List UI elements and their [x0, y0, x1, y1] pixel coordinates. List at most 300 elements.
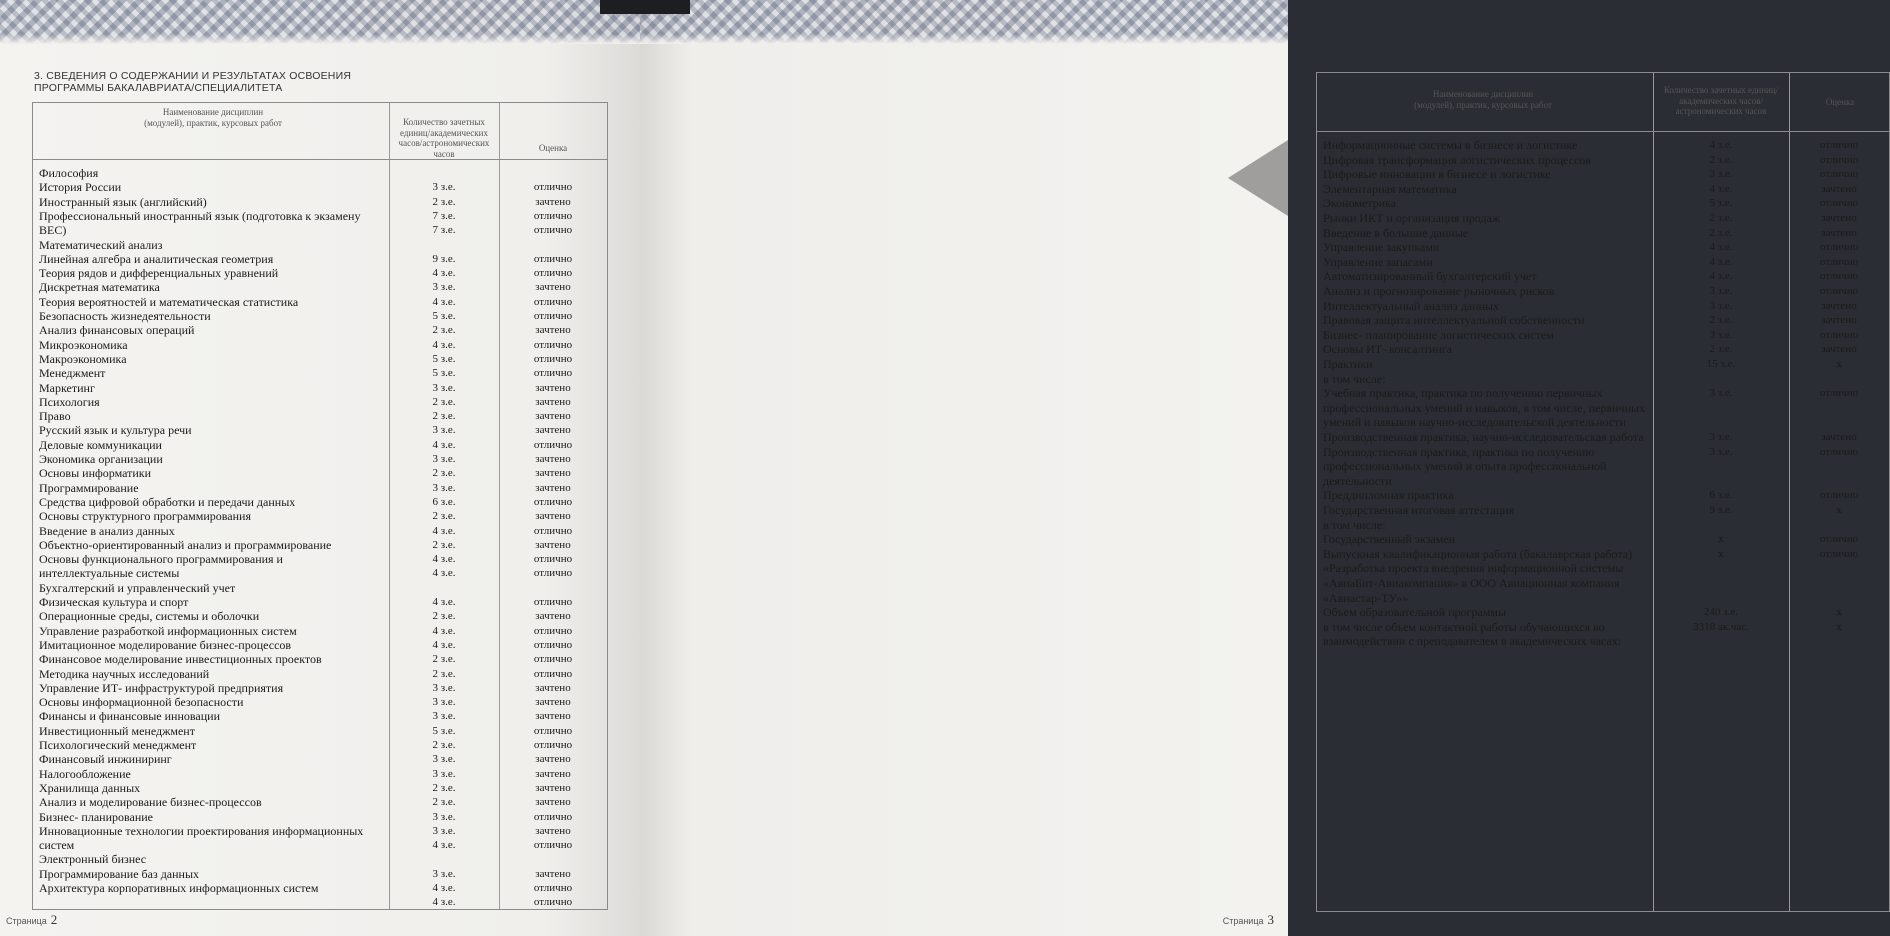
credits-value: 4 з.е.: [1709, 182, 1733, 195]
credits-value: 5 з.е.: [432, 310, 456, 322]
discipline-name: Интеллектуальный анализ данных: [1323, 298, 1500, 313]
discipline-name: Управление ИТ- инфраструктурой предприятия: [39, 680, 284, 695]
table-row: [1317, 504, 1889, 519]
table-row: [33, 424, 607, 438]
table-row: [33, 725, 607, 739]
discipline-name: взаимодействии с преподавателем в академических часах:: [1323, 634, 1622, 649]
grade-value: отлично: [533, 295, 573, 308]
discipline-name: Психологический менеджмент: [39, 738, 197, 752]
credits-value: 4 з.е.: [432, 596, 456, 608]
table-row: [33, 710, 607, 724]
section-title: 3. СВЕДЕНИЯ О СОДЕРЖАНИИ И РЕЗУЛЬТАТАХ ОСВОЕНИЯ ПРОГРАММЫ БАКАЛАВРИАТА/СПЕЦИАЛИТЕТА: [34, 70, 352, 94]
credits-value: 3 з.е.: [1709, 299, 1733, 312]
grade-value: отлично: [1819, 547, 1859, 560]
grade-value: зачтено: [535, 824, 571, 837]
table-row: [33, 324, 607, 338]
table-row: [1317, 562, 1889, 577]
credits-value: 6 з.е.: [1709, 489, 1733, 502]
table-row: [1317, 416, 1889, 431]
spine: [600, 0, 690, 14]
table-row: [1317, 446, 1889, 461]
credits-value: 4 з.е.: [432, 267, 456, 280]
grade-value: зачтено: [535, 481, 571, 494]
discipline-name: Преддипломная практика: [1323, 488, 1454, 503]
grade-value: отлично: [1819, 168, 1859, 181]
credits-value: 15 з.е.: [1706, 358, 1736, 370]
discipline-name: Финансовое моделирование инвестиционных проектов: [39, 652, 322, 667]
grade-value: x: [1836, 620, 1842, 633]
table-row: [1317, 577, 1889, 592]
table-row: [1317, 329, 1889, 344]
grade-value: отлично: [533, 810, 573, 823]
table-row: [1317, 212, 1889, 227]
discipline-name: Основы структурного программирования: [39, 509, 251, 524]
table-row: [33, 181, 607, 195]
grade-value: зачтено: [535, 681, 571, 694]
page-footer-right: [1223, 912, 1274, 928]
discipline-name: История России: [39, 180, 122, 195]
credits-value: 2 з.е.: [432, 467, 456, 480]
grade-value: отлично: [533, 596, 573, 608]
table-row: [33, 410, 607, 424]
header-hours: Количество зачетных единиц/академических часов/астрономических часов: [398, 117, 490, 159]
credits-value: 3 з.е.: [1709, 168, 1733, 181]
credits-value: 4 з.е.: [1709, 255, 1733, 268]
grade-value: зачтено: [1821, 212, 1857, 224]
credits-value: 2 з.е.: [1709, 314, 1733, 327]
discipline-name: Объем образовательной программы: [1323, 605, 1507, 620]
discipline-name: профессиональных умений и навыков, в том числе, первичных: [1323, 400, 1646, 415]
grade-value: отлично: [533, 739, 573, 751]
grade-value: зачтено: [535, 781, 571, 794]
credits-value: 2 з.е.: [1709, 226, 1733, 239]
grade-value: зачтено: [1821, 182, 1857, 195]
credits-value: 4 з.е.: [432, 438, 456, 451]
discipline-name: Теория рядов и дифференциальных уравнений: [39, 266, 279, 281]
discipline-name: Производственная практика, научно-исследовательская работа: [1323, 430, 1644, 444]
table-row: [1317, 460, 1889, 475]
grade-value: отлично: [1819, 387, 1859, 400]
table-row: [33, 582, 607, 596]
table-row: [33, 782, 607, 796]
table-row: [33, 653, 607, 667]
credits-value: 4 з.е.: [432, 839, 456, 852]
table-row: [1317, 270, 1889, 285]
discipline-name: Операционные среды, системы и оболочки: [39, 609, 260, 624]
grade-value: зачтено: [535, 281, 571, 294]
table-row: [33, 367, 607, 381]
table-row: [33, 310, 607, 324]
grade-value: отлично: [533, 839, 573, 852]
grade-value: отлично: [533, 724, 573, 737]
discipline-name: Теория вероятностей и математическая статистика: [39, 294, 299, 309]
table-row: [33, 839, 607, 853]
grade-value: зачтено: [535, 796, 571, 809]
credits-value: 2 з.е.: [432, 781, 456, 794]
grades-table-right: [1316, 72, 1890, 912]
table-row: [1317, 533, 1889, 548]
discipline-name: в том числе объем контактной работы обучающихся во: [1323, 619, 1605, 634]
table-row: [1317, 358, 1889, 373]
discipline-name: Основы информатики: [39, 466, 152, 481]
discipline-name: Информационные системы в бизнесе и логистике: [1323, 138, 1578, 152]
table-row: [1317, 154, 1889, 169]
discipline-name: Производственная практика, практика по получению: [1323, 444, 1595, 459]
credits-value: 2 з.е.: [432, 739, 456, 751]
table-row: [1317, 227, 1889, 242]
table-row: [1317, 475, 1889, 490]
table-row: [33, 753, 607, 767]
credits-value: 3 з.е.: [432, 753, 456, 766]
credits-value: 3 з.е.: [432, 824, 456, 837]
table-row: [33, 596, 607, 610]
grade-value: зачтено: [535, 610, 571, 623]
table-row: [33, 239, 607, 253]
header-grade: Оценка: [1825, 97, 1855, 107]
table-row: [1317, 621, 1889, 636]
credits-value: 3 з.е.: [432, 481, 456, 494]
discipline-name: Введение в анализ данных: [39, 523, 175, 538]
page-number: 3: [1267, 912, 1274, 927]
discipline-name: Цифровые инновации в бизнесе и логистике: [1323, 167, 1551, 182]
discipline-name: умений и навыков научно-исследовательской деятельности: [1323, 415, 1626, 430]
table-row: [33, 610, 607, 624]
grade-value: отлично: [533, 352, 573, 365]
discipline-name: Объектно-ориентированный анализ и программирование: [39, 537, 332, 552]
table-row: [33, 853, 607, 867]
credits-value: 4 з.е.: [1709, 270, 1733, 283]
table-row: [1317, 548, 1889, 563]
table-row: [1317, 300, 1889, 315]
credits-value: 2 з.е.: [432, 796, 456, 809]
table-row: [33, 510, 607, 524]
discipline-name: Анализ и моделирование бизнес-процессов: [39, 795, 262, 810]
table-row: [1317, 373, 1889, 388]
grade-value: x: [1836, 606, 1842, 619]
discipline-name: Математический анализ: [39, 237, 163, 252]
credits-value: 4 з.е.: [432, 882, 456, 894]
grade-value: отлично: [1819, 489, 1859, 502]
table-row: [33, 553, 607, 567]
credits-value: x: [1718, 547, 1724, 560]
discipline-name: Программирование: [39, 480, 139, 495]
discipline-name: профессиональных умений и опыта профессиональной: [1323, 459, 1607, 474]
left-page: [0, 0, 640, 936]
grade-value: x: [1836, 504, 1842, 516]
grade-value: зачтено: [535, 467, 571, 480]
table-row: [33, 739, 607, 753]
grade-value: зачтено: [535, 710, 571, 723]
table-row: [33, 567, 607, 581]
table-row: [33, 525, 607, 539]
discipline-name: Цифровая трансформация логистических процессов: [1323, 152, 1591, 167]
table-row: [33, 811, 607, 825]
discipline-name: Анализ и прогнозирование рыночных рисков: [1323, 284, 1555, 298]
grade-value: отлично: [533, 438, 573, 451]
grade-value: зачтено: [1821, 299, 1857, 312]
table-row: [33, 639, 607, 653]
decorative-band: [640, 0, 1288, 44]
grades-table-left: [32, 102, 608, 910]
page-number: 2: [50, 912, 58, 927]
grade-value: зачтено: [535, 410, 571, 423]
table-row: [33, 281, 607, 295]
discipline-name: Основы функционального программирования и: [39, 552, 283, 567]
discipline-name: Программирование баз данных: [39, 866, 200, 881]
discipline-name: Экономика организации: [39, 452, 163, 466]
table-row: [33, 267, 607, 281]
credits-value: 2 з.е.: [432, 395, 456, 408]
credits-value: 3 з.е.: [432, 696, 456, 709]
grade-value: зачтено: [535, 424, 571, 437]
credits-value: 4 з.е.: [432, 624, 456, 637]
discipline-name: Инновационные технологии проектирования информационных: [39, 823, 364, 838]
table-row: [1317, 387, 1889, 402]
discipline-name: Средства цифровой обработки и передачи данных: [39, 494, 296, 509]
credits-value: 5 з.е.: [432, 367, 456, 380]
grade-value: зачтено: [535, 767, 571, 780]
discipline-name: Хранилища данных: [39, 780, 141, 795]
header-hours: Количество зачетных единиц/академических часов/астрономических часов: [1663, 85, 1779, 116]
discipline-name: Введение в большие данные: [1323, 225, 1469, 240]
credits-value: 9 з.е.: [432, 252, 456, 265]
discipline-name: Архитектура корпоративных информационных систем: [39, 881, 319, 895]
grade-value: отлично: [533, 896, 573, 909]
grade-value: отлично: [1819, 285, 1859, 297]
grade-value: отлично: [533, 653, 573, 666]
credits-value: 3 з.е.: [1709, 285, 1733, 297]
grade-value: зачтено: [535, 195, 571, 208]
discipline-name: Анализ финансовых операций: [39, 323, 195, 338]
discipline-name: Учебная практика, практика по получению первичных: [1323, 386, 1603, 401]
table-row: [33, 668, 607, 682]
header-grade: Оценка: [538, 143, 568, 153]
credits-value: 3 з.е.: [432, 453, 456, 465]
discipline-name: «Разработка проекта внедрения информационной системы: [1323, 561, 1624, 576]
credits-value: 3 з.е.: [1709, 328, 1733, 341]
discipline-name: Автоматизированный бухгалтерский учет: [1323, 269, 1537, 284]
grade-value: отлично: [1819, 197, 1859, 210]
discipline-name: Маркетинг: [39, 380, 95, 395]
discipline-name: деятельности: [1323, 473, 1392, 488]
credits-value: 2 з.е.: [432, 324, 456, 337]
table-row: [33, 253, 607, 267]
grade-value: отлично: [1819, 255, 1859, 268]
table-row: [1317, 241, 1889, 256]
grade-value: отлично: [1819, 241, 1859, 254]
discipline-name: Финансовый инжиниринг: [39, 752, 172, 767]
discipline-name: Электронный бизнес: [39, 852, 147, 867]
discipline-name: Макроэкономика: [39, 351, 127, 366]
right-page: [640, 0, 1859, 936]
discipline-name: Бизнес- планирование логистических систем: [1323, 327, 1554, 342]
credits-value: 3 з.е.: [432, 710, 456, 723]
table-row: [1317, 285, 1889, 300]
table-row: [33, 482, 607, 496]
table-row: [33, 167, 607, 181]
credits-value: 2 з.е.: [432, 610, 456, 623]
table-row: [33, 439, 607, 453]
table-row: [1317, 139, 1889, 154]
discipline-name: Эконометрика: [1323, 196, 1397, 211]
table-row: [33, 224, 607, 238]
credits-value: 3 з.е.: [432, 381, 456, 394]
credits-value: 5 з.е.: [432, 724, 456, 737]
credits-value: 3 з.е.: [432, 681, 456, 694]
grade-value: отлично: [533, 882, 573, 894]
credits-value: 4 з.е.: [432, 524, 456, 537]
table-row: [33, 467, 607, 481]
grade-value: зачтено: [535, 381, 571, 394]
discipline-name: Право: [39, 409, 71, 424]
grade-value: отлично: [533, 667, 573, 680]
credits-value: 4 з.е.: [432, 338, 456, 351]
grade-value: зачтено: [535, 510, 571, 523]
footer-label: Страница: [1222, 916, 1264, 926]
credits-value: 6 з.е.: [432, 495, 456, 508]
grade-value: зачтено: [1821, 431, 1857, 443]
credits-value: 4 з.е.: [432, 896, 456, 909]
credits-value: 4 з.е.: [1709, 139, 1733, 151]
credits-value: 7 з.е.: [432, 224, 456, 237]
table-row: [1317, 402, 1889, 417]
grade-value: зачтено: [1821, 343, 1857, 356]
grade-value: x: [1836, 358, 1842, 370]
grade-value: отлично: [533, 524, 573, 537]
credits-value: 2 з.е.: [1709, 212, 1733, 224]
table-row: [33, 453, 607, 467]
discipline-name: Управление разработкой информационных систем: [39, 623, 297, 638]
grade-value: зачтено: [1821, 226, 1857, 239]
table-row: [33, 896, 607, 910]
credits-value: 3 з.е.: [432, 181, 456, 194]
credits-value: 4 з.е.: [432, 567, 456, 580]
grade-value: зачтено: [535, 395, 571, 408]
grade-value: зачтено: [535, 753, 571, 766]
grade-value: отлично: [1819, 533, 1859, 546]
discipline-name: Линейная алгебра и аналитическая геометрия: [39, 251, 274, 266]
credits-value: 5 з.е.: [432, 352, 456, 365]
grade-value: отлично: [1819, 153, 1859, 166]
grade-value: зачтено: [535, 867, 571, 880]
table-row: [33, 796, 607, 810]
grade-value: отлично: [533, 181, 573, 194]
grade-value: отлично: [533, 638, 573, 651]
header-name: Наименование дисциплин (модулей), практик, курсовых работ: [1414, 89, 1552, 110]
table-row: [33, 396, 607, 410]
table-row: [1317, 592, 1889, 607]
discipline-name: Налогообложение: [39, 766, 131, 781]
credits-value: 2 з.е.: [1709, 343, 1733, 356]
credits-value: 4 з.е.: [432, 553, 456, 566]
discipline-name: Имитационное моделирование бизнес-процессов: [39, 637, 292, 652]
discipline-name: Бухгалтерский и управленческий учет: [39, 580, 236, 595]
grade-value: отлично: [533, 495, 573, 508]
discipline-name: систем: [39, 838, 75, 853]
table-row: [33, 768, 607, 782]
table-row: [1317, 606, 1889, 621]
grade-value: зачтено: [535, 324, 571, 337]
discipline-name: Бизнес- планирование: [39, 809, 154, 824]
table-row: [33, 696, 607, 710]
table-row: [33, 496, 607, 510]
credits-value: 4 з.е.: [1709, 241, 1733, 254]
discipline-name: Профессиональный иностранный язык (подготовка к экзамену: [39, 208, 361, 223]
grade-value: зачтено: [535, 453, 571, 465]
credits-value: 3 з.е.: [1709, 387, 1733, 400]
footer-label: Страница: [6, 916, 47, 926]
credits-value: 2 з.е.: [1709, 153, 1733, 166]
table-row: [33, 196, 607, 210]
grade-value: отлично: [1819, 139, 1859, 151]
credits-value: 3 з.е.: [432, 867, 456, 880]
grade-value: отлично: [533, 553, 573, 566]
table-row: [33, 682, 607, 696]
credits-value: 3318 ак.час.: [1693, 620, 1749, 633]
shadow: [1228, 140, 1288, 216]
discipline-name: Физическая культура и спорт: [39, 595, 189, 609]
credits-value: x: [1718, 533, 1724, 546]
grade-value: зачтено: [1821, 314, 1857, 327]
credits-value: 3 з.е.: [432, 281, 456, 294]
grade-value: отлично: [533, 252, 573, 265]
table-row: [33, 539, 607, 553]
credits-value: 2 з.е.: [432, 410, 456, 423]
discipline-name: Рынки ИКТ и организация продаж: [1323, 211, 1501, 225]
table-row: [1317, 314, 1889, 329]
discipline-name: Деловые коммуникации: [39, 437, 162, 452]
credits-value: 2 з.е.: [432, 195, 456, 208]
discipline-name: Философия: [39, 166, 99, 180]
credits-value: 2 з.е.: [432, 653, 456, 666]
credits-value: 4 з.е.: [432, 638, 456, 651]
discipline-name: Русский язык и культура речи: [39, 423, 192, 438]
credits-value: 2 з.е.: [432, 538, 456, 551]
table-row: [33, 353, 607, 367]
credits-value: 3 з.е.: [432, 424, 456, 437]
table-row: [33, 210, 607, 224]
discipline-name: Дискретная математика: [39, 280, 160, 295]
table-row: [1317, 343, 1889, 358]
table-row: [33, 882, 607, 896]
discipline-name: Менеджмент: [39, 366, 106, 381]
discipline-name: Иностранный язык (английский): [39, 194, 207, 209]
credits-value: 7 з.е.: [432, 209, 456, 222]
grade-value: отлично: [533, 367, 573, 380]
grade-value: зачтено: [535, 696, 571, 709]
discipline-name: Государственный экзамен: [1323, 532, 1456, 547]
header-name: Наименование дисциплин (модулей), практик, курсовых работ: [144, 107, 282, 128]
discipline-name: Основы информационной безопасности: [39, 695, 244, 710]
table-row: [1317, 256, 1889, 271]
credits-value: 3 з.е.: [432, 810, 456, 823]
table-row: [1317, 635, 1889, 650]
discipline-name: Микроэкономика: [39, 337, 128, 352]
discipline-name: «Авиастар-ТУ»»: [1323, 590, 1409, 605]
table-row: [1317, 168, 1889, 183]
discipline-name: Методика научных исследований: [39, 666, 210, 681]
credits-value: 5 з.е.: [1709, 197, 1733, 210]
table-row: [33, 625, 607, 639]
discipline-name: «АвиаБит-Авиакомпания» в ООО Авиационная компания: [1323, 576, 1620, 590]
grade-value: отлично: [533, 624, 573, 637]
credits-value: 3 з.е.: [432, 767, 456, 780]
credits-value: 3 з.е.: [1709, 431, 1733, 443]
table-row: [33, 339, 607, 353]
table-row: [1317, 431, 1889, 446]
grade-value: отлично: [533, 310, 573, 322]
discipline-name: Финансы и финансовые инновации: [39, 709, 220, 724]
